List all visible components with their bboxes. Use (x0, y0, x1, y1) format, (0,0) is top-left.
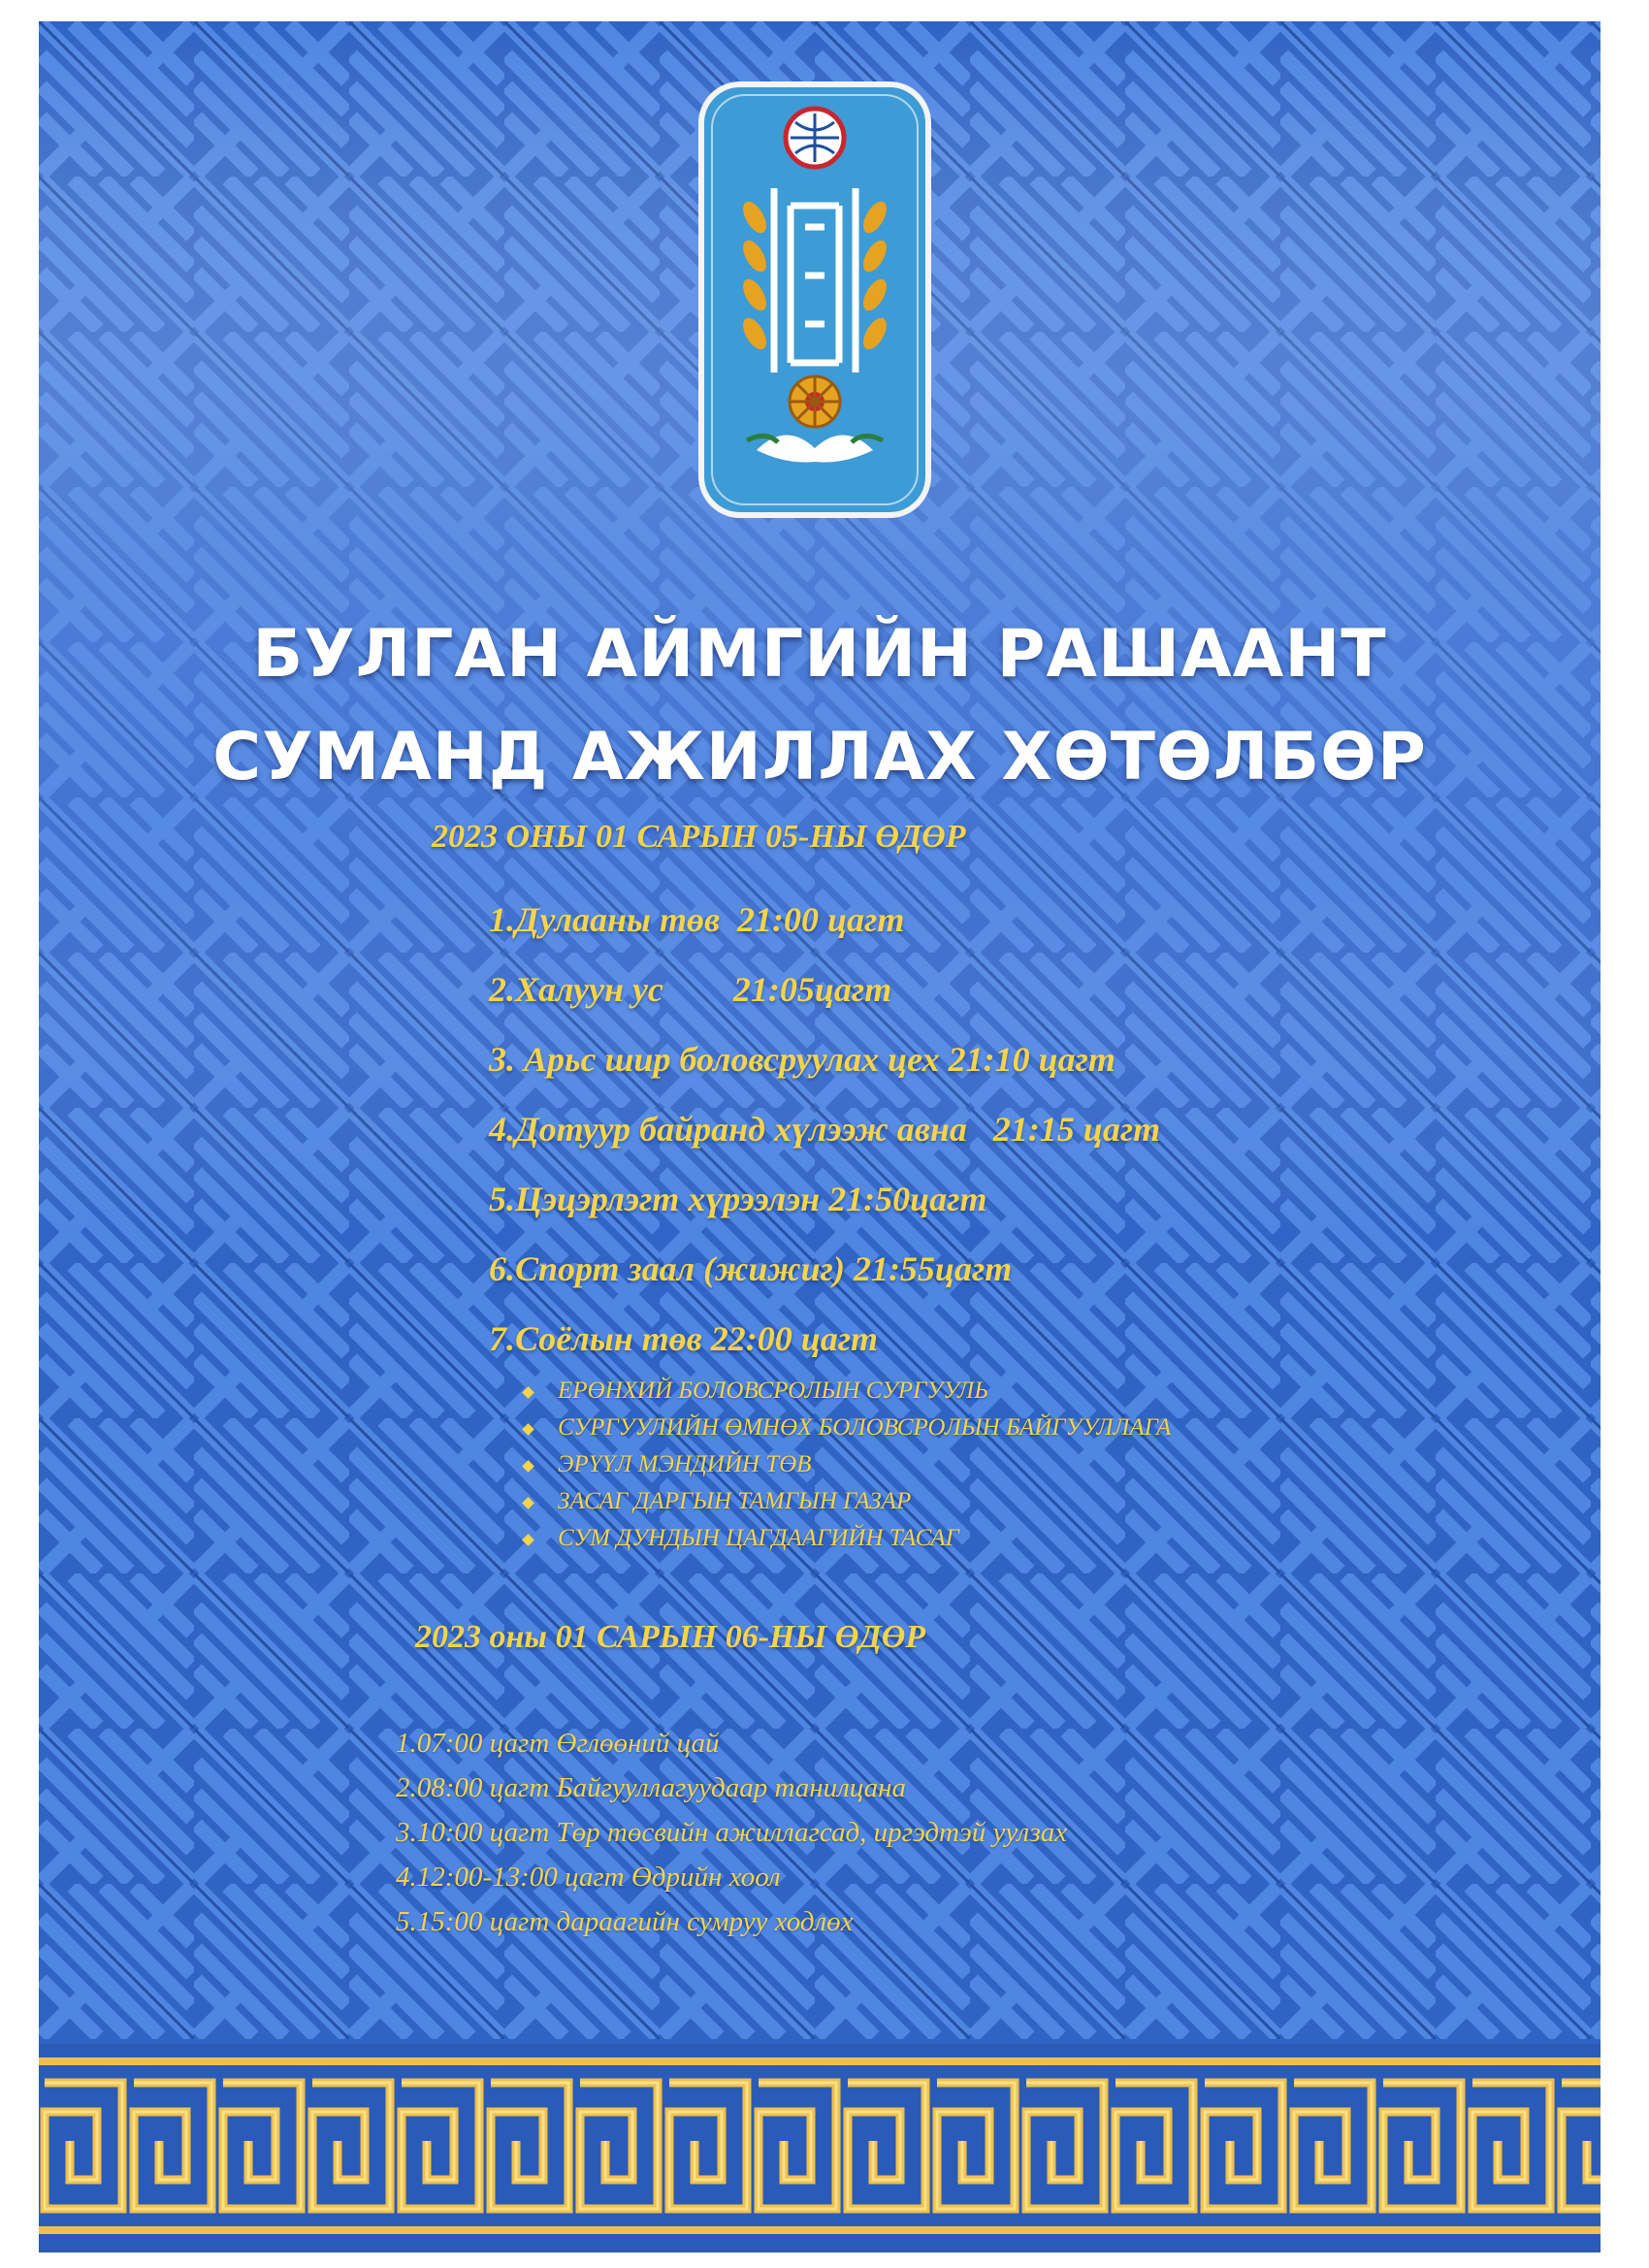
list-item: 7.Соёлын төв 22:00 цагт (489, 1319, 879, 1358)
list-item: 5.Цэцэрлэгт хүрээлэн 21:50цагт (489, 1180, 987, 1218)
sub-item-label: ЗАСАГ ДАРГЫН ТАМГЫН ГАЗАР (558, 1488, 912, 1514)
day2-heading: 2023 оны 01 САРЫН 06-НЫ ӨДӨР (415, 1619, 926, 1655)
poster (39, 21, 1600, 2252)
list-item (524, 1373, 1171, 1409)
list-item: 4.Дотуур байранд хүлээж авна 21:15 цагт (489, 1110, 1161, 1149)
title-line-1: БУЛГАН АЙМГИЙН РАШААНТ (252, 616, 1387, 693)
list-item: 5.15:00 цагт дараагийн сумруу ходлөх (396, 1906, 854, 1937)
list-item: 1.Дулааны төв 21:00 цагт (489, 900, 905, 939)
diamond-bullet-icon (522, 1386, 534, 1399)
list-item (524, 1446, 1171, 1483)
day2-schedule-list (396, 1721, 1067, 1944)
diamond-bullet-icon (522, 1497, 534, 1509)
sub-item-label: ЕРӨНХИЙ БОЛОВСРОЛЫН СУРГУУЛЬ (558, 1377, 988, 1404)
list-item (524, 1409, 1171, 1446)
sub-item-label: СУРГУУЛИЙН ӨМНӨХ БОЛОВСРОЛЫН БАЙГУУЛЛАГА (558, 1414, 1172, 1441)
bulgan-emblem-icon (698, 81, 931, 518)
list-item (524, 1483, 1171, 1520)
list-item: 3. Арьс шир боловсруулах цех 21:10 цагт (489, 1040, 1116, 1079)
list-item: 6.Спорт заал (жижиг) 21:55цагт (489, 1249, 1013, 1288)
diamond-bullet-icon (522, 1534, 534, 1546)
list-item: 2.Халуун ус 21:05цагт (489, 970, 892, 1009)
day1-heading: 2023 ОНЫ 01 САРЫН 05-НЫ ӨДӨР (432, 819, 966, 855)
list-item: 1.07:00 цагт Өглөөний цай (396, 1728, 720, 1759)
sub-item-label: СУМ ДУНДЫН ЦАГДААГИЙН ТАСАГ (558, 1525, 959, 1551)
title-line-2: СУМАНД АЖИЛЛАХ ХӨТӨЛБӨР (212, 719, 1427, 795)
list-item: 4.12:00-13:00 цагт Өдрийн хоол (396, 1862, 781, 1893)
day1-sub-list (524, 1373, 1171, 1557)
page-title (39, 603, 1600, 809)
list-item: 2.08:00 цагт Байгууллагуудаар танилцана (396, 1772, 907, 1803)
day1-schedule-list (489, 885, 1160, 1374)
sub-item-label: ЭРҮҮЛ МЭНДИЙН ТӨВ (558, 1451, 812, 1477)
ornamental-border-band (39, 2044, 1600, 2252)
diamond-bullet-icon (522, 1423, 534, 1436)
list-item: 3.10:00 цагт Төр төсвийн ажиллагсад, иргэдтэй уулзах (396, 1817, 1068, 1848)
diamond-bullet-icon (522, 1460, 534, 1473)
list-item (524, 1520, 1171, 1557)
